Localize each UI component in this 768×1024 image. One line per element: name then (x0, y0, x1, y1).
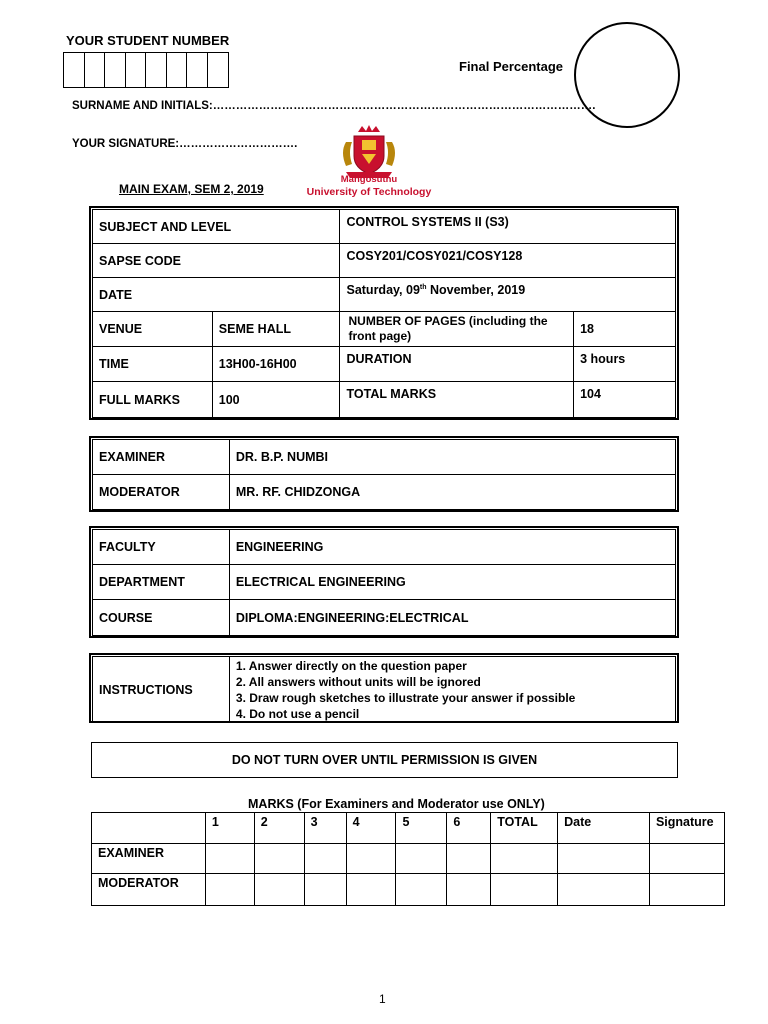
table-row (93, 347, 676, 382)
notice-box: DO NOT TURN OVER UNTIL PERMISSION IS GIVEN (91, 742, 678, 778)
crest-icon (296, 124, 442, 180)
marks-cell[interactable] (491, 874, 558, 906)
pages-label: NUMBER OF PAGES (including the front page) (340, 312, 574, 347)
subject-label: SUBJECT AND LEVEL (93, 210, 340, 244)
time-value: 13H00-16H00 (212, 347, 340, 382)
student-number-grid[interactable] (63, 52, 229, 88)
total-marks-label: TOTAL MARKS (340, 382, 574, 418)
marks-title: MARKS (For Examiners and Moderator use ONLY) (248, 797, 545, 811)
student-number-label: YOUR STUDENT NUMBER (66, 33, 230, 48)
duration-label: DURATION (340, 347, 574, 382)
final-percentage-label: Final Percentage (459, 59, 564, 74)
marks-cell[interactable] (304, 844, 346, 874)
marks-table (91, 812, 725, 906)
faculty-value: ENGINEERING (229, 530, 675, 565)
marks-header-total: TOTAL (491, 813, 558, 844)
table-row (93, 210, 676, 244)
table-row (93, 600, 676, 636)
venue-label: VENUE (93, 312, 213, 347)
full-marks-label: FULL MARKS (93, 382, 213, 418)
marks-cell[interactable] (254, 874, 304, 906)
time-label: TIME (93, 347, 213, 382)
sapse-value: COSY201/COSY021/COSY128 (340, 244, 676, 278)
date-value (340, 278, 676, 312)
venue-value: SEME HALL (212, 312, 340, 347)
marks-row-moderator-label: MODERATOR (92, 874, 206, 906)
table-row (93, 382, 676, 418)
marks-cell[interactable] (558, 874, 650, 906)
details-table (92, 209, 676, 418)
department-label: DEPARTMENT (93, 565, 230, 600)
table-row (93, 440, 676, 475)
marks-header-date: Date (558, 813, 650, 844)
table-row (93, 244, 676, 278)
student-number-box[interactable] (126, 53, 147, 87)
moderator-label: MODERATOR (93, 475, 230, 510)
table-row (93, 312, 676, 347)
table-row (93, 565, 676, 600)
faculty-table (92, 529, 676, 636)
course-label: COURSE (93, 600, 230, 636)
exam-title: MAIN EXAM, SEM 2, 2019 (119, 182, 264, 196)
date-label: DATE (93, 278, 340, 312)
examiner-value: DR. B.P. NUMBI (229, 440, 675, 475)
marks-cell[interactable] (558, 844, 650, 874)
marks-cell[interactable] (447, 874, 491, 906)
table-row (92, 874, 725, 906)
marks-cell[interactable] (396, 874, 447, 906)
table-row (93, 530, 676, 565)
full-marks-value: 100 (212, 382, 340, 418)
student-number-box[interactable] (64, 53, 85, 87)
date-day: Saturday, 09 (346, 283, 420, 297)
duration-value: 3 hours (574, 347, 676, 382)
instructions-list (229, 657, 675, 723)
table-row (92, 844, 725, 874)
student-number-box[interactable] (187, 53, 208, 87)
university-name-line2: University of Technology (306, 186, 432, 198)
marks-cell[interactable] (649, 874, 724, 906)
instruction-item: 2. All answers without units will be ignored (235, 675, 481, 689)
instruction-item: 3. Draw rough sketches to illustrate your answer if possible (235, 691, 576, 705)
marks-header-5: 5 (396, 813, 447, 844)
table-row (93, 278, 676, 312)
staff-table (92, 439, 676, 510)
student-number-box[interactable] (146, 53, 167, 87)
surname-line[interactable]: SURNAME AND INITIALS:………………………………………………………………………………………. (72, 100, 596, 112)
subject-value: CONTROL SYSTEMS II (S3) (340, 210, 676, 244)
university-name-line1: Mangosuthu (340, 174, 398, 185)
marks-cell[interactable] (346, 844, 396, 874)
course-value: DIPLOMA:ENGINEERING:ELECTRICAL (229, 600, 675, 636)
marks-cell[interactable] (304, 874, 346, 906)
sapse-label: SAPSE CODE (93, 244, 340, 278)
instructions-table (92, 656, 676, 723)
date-suffix: th (419, 283, 427, 291)
marks-row-examiner-label: EXAMINER (92, 844, 206, 874)
student-number-box[interactable] (85, 53, 106, 87)
marks-cell[interactable] (205, 844, 254, 874)
marks-cell[interactable] (205, 874, 254, 906)
student-number-box[interactable] (105, 53, 126, 87)
marks-header-signature: Signature (649, 813, 724, 844)
marks-header-blank (92, 813, 206, 844)
marks-header-6: 6 (447, 813, 491, 844)
marks-header-3: 3 (304, 813, 346, 844)
marks-cell[interactable] (396, 844, 447, 874)
marks-cell[interactable] (346, 874, 396, 906)
marks-header-4: 4 (346, 813, 396, 844)
signature-line[interactable]: YOUR SIGNATURE:…………………………. (72, 138, 298, 150)
student-number-box[interactable] (167, 53, 188, 87)
marks-cell[interactable] (649, 844, 724, 874)
marks-cell[interactable] (254, 844, 304, 874)
marks-header-1: 1 (205, 813, 254, 844)
university-logo (296, 124, 442, 204)
final-percentage-circle[interactable] (574, 22, 680, 128)
total-marks-value: 104 (574, 382, 676, 418)
table-row (93, 475, 676, 510)
department-value: ELECTRICAL ENGINEERING (229, 565, 675, 600)
examiner-label: EXAMINER (93, 440, 230, 475)
marks-cell[interactable] (447, 844, 491, 874)
student-number-box[interactable] (208, 53, 229, 87)
marks-header-2: 2 (254, 813, 304, 844)
table-row (93, 657, 676, 723)
instruction-item: 4. Do not use a pencil (235, 707, 360, 721)
moderator-value: MR. RF. CHIDZONGA (229, 475, 675, 510)
date-month-year: November, 2019 (426, 283, 526, 297)
faculty-label: FACULTY (93, 530, 230, 565)
instruction-item: 1. Answer directly on the question paper (235, 659, 467, 673)
pages-value: 18 (574, 312, 676, 347)
table-row (92, 813, 725, 844)
marks-cell[interactable] (491, 844, 558, 874)
page-number: 1 (379, 992, 386, 1006)
instructions-label: INSTRUCTIONS (93, 657, 230, 723)
